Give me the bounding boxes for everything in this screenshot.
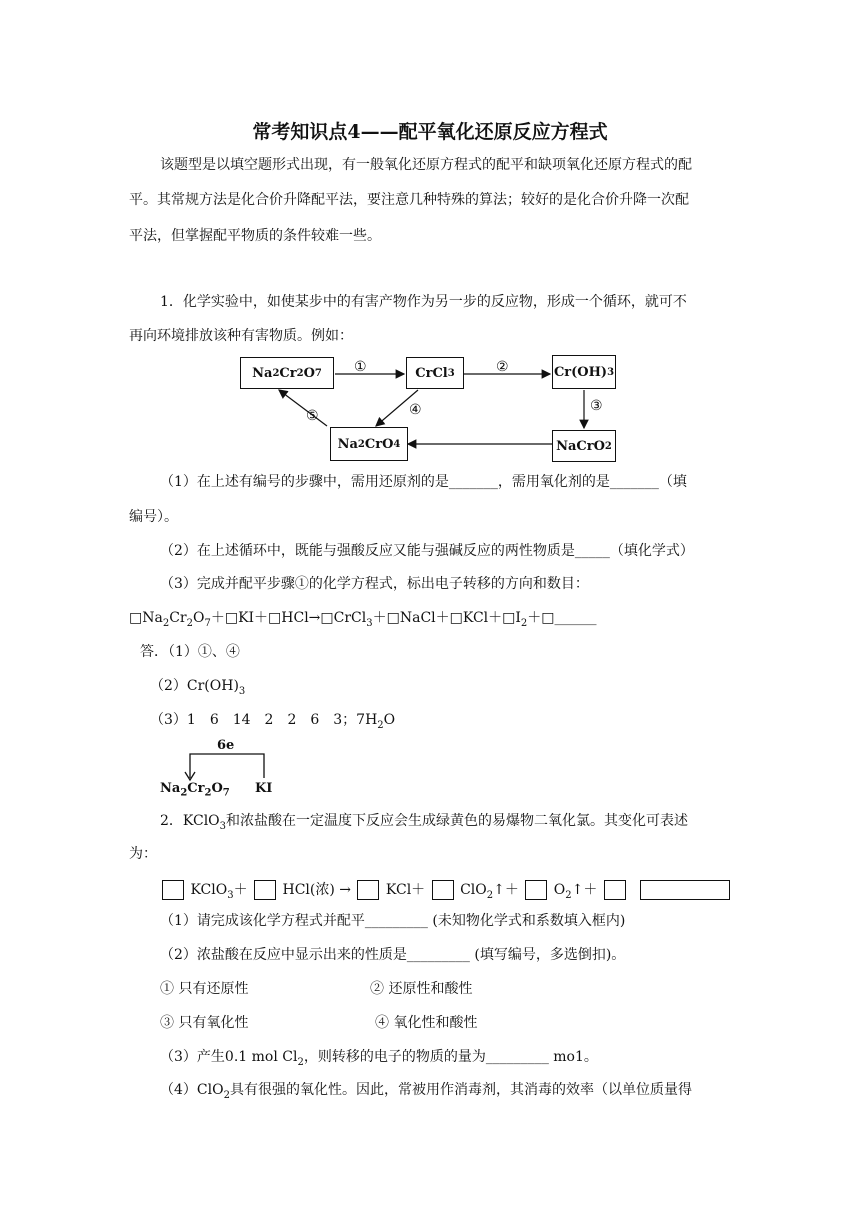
coef-box-3[interactable] [357,880,379,900]
q1-stem-2: 再向环境排放该种有害物质。例如： [129,328,353,344]
page-title: 常考知识点4——配平氧化还原反应方程式 [252,121,608,143]
node-na2cr2o7: Na 2 Cr 2 O 7 [240,357,334,389]
coef-box-2[interactable] [254,880,276,900]
coef-box-4[interactable] [432,880,454,900]
node-na2cro4: Na 2 CrO 4 [330,427,408,461]
q2-equation: KClO$_3$＋ HCl(浓) → KCl＋ ClO$_2$↑＋ $O_2↑+$ [160,879,730,907]
q1-sub1-line1: （1）在上述有编号的步骤中，需用还原剂的是_______，需用氧化剂的是_______（填 [160,474,687,490]
q2-stem-2: 为： [129,846,157,862]
q1-equation: $□Na_2Cr_2O_7+□KI+□HCl\to□CrCl_3+□NaCl+□KCl+□I_2+□\_\_\_\_\_\_$ [129,610,597,629]
q2-option-1: ① 只有还原性 [160,981,249,997]
node-nacro2: NaCrO 2 [552,430,616,462]
transfer-right-formula: KI [255,781,273,796]
step-label-3: ③ [590,398,603,414]
node-croh3: Cr(OH) 3 [552,355,616,389]
q1-answer-1: 答．（1）①、④ [140,644,240,660]
q2-option-3: ③ 只有氧化性 [160,1015,249,1031]
q1-sub3: （3）完成并配平步骤①的化学方程式，标出电子转移的方向和数目： [160,576,589,592]
step-label-4: ④ [409,402,422,418]
intro-line-3: 平法，但掌握配平物质的条件较难一些。 [129,228,381,244]
q2-sub2: （2）浓盐酸在反应中显示出来的性质是_________ (填写编号，多选倒扣)。 [160,947,626,963]
electron-transfer-bracket [180,748,280,784]
q2-option-2: ② 还原性和酸性 [370,981,473,997]
unknown-formula-box[interactable] [640,880,730,900]
coef-box-1[interactable] [162,880,184,900]
intro-line-1: 该题型是以填空题形式出现，有一般氧化还原方程式的配平和缺项氧化还原方程式的配 [160,157,692,173]
coef-box-6[interactable] [604,880,626,900]
q1-sub1-line2: 编号）。 [129,509,178,525]
intro-line-2: 平。其常规方法是化合价升降配平法，要注意几种特殊的算法；较好的是化合价升降一次配 [129,192,689,208]
q1-sub2: （2）在上述循环中，既能与强酸反应又能与强碱反应的两性物质是_____（填化学式） [160,543,694,559]
q2-sub4: （4）ClO$_2$具有很强的氧化性。因此，常被用作消毒剂，其消毒的效率（以单位质量得 [160,1082,692,1101]
q2-option-4: ④ 氧化性和酸性 [375,1015,478,1031]
q2-stem-1: 2．KClO$_3$和浓盐酸在一定温度下反应会生成绿黄色的易爆物二氧化氯。其变化可表述 [160,813,689,832]
q1-stem-1: 1．化学实验中，如使某步中的有害产物作为另一步的反应物，形成一个循环，就可不 [160,294,687,310]
transfer-left-formula: $Na_2Cr_2O_7$ [160,781,230,799]
step-label-1: ① [354,359,367,375]
node-crcl3: CrCl 3 [406,357,464,389]
q2-sub3: （3）产生0.1 mol $Cl_2$，则转移的电子的物质的量为_________ mo1。 [160,1049,598,1068]
coef-box-5[interactable] [525,880,547,900]
q1-answer-3: （3）1 6 14 2 2 6 3；$7H_2O$ [150,712,396,731]
q1-answer-2: $(2)Cr(OH)_3$ [150,678,246,697]
step-label-5: ⑤ [306,408,319,424]
q2-sub1: （1）请完成该化学方程式并配平_________ (未知物化学式和系数填入框内) [160,913,626,929]
electron-count-label: 6e [217,738,235,753]
arrow-step-5 [279,390,327,426]
step-label-2: ② [496,359,509,375]
